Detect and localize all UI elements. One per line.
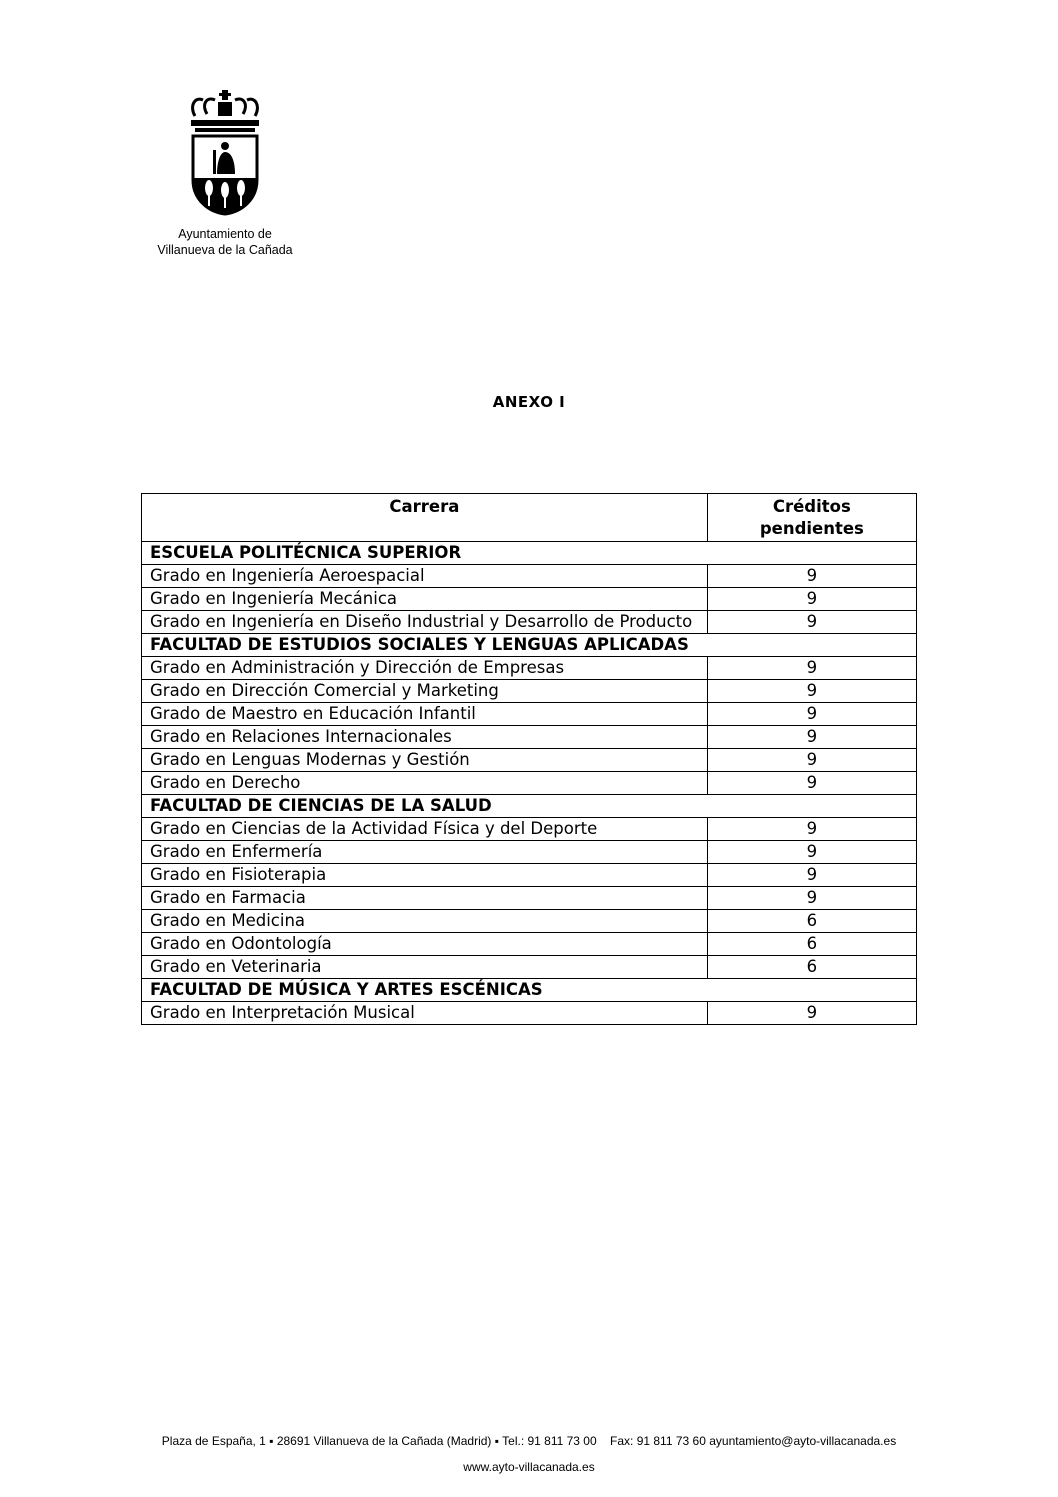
table-row bbox=[142, 910, 917, 933]
creditos-cell: 6 bbox=[707, 956, 916, 979]
footer-line1 bbox=[0, 1428, 1058, 1454]
page-footer bbox=[0, 1428, 1058, 1480]
creditos-cell: 9 bbox=[707, 565, 916, 588]
organization-name-line1: Ayuntamiento de bbox=[178, 227, 272, 241]
footer-tel: Tel.: 91 811 73 00 bbox=[502, 1434, 597, 1448]
section-title: FACULTAD DE ESTUDIOS SOCIALES Y LENGUAS APLICADAS bbox=[142, 634, 917, 657]
column-header-carrera: Carrera bbox=[142, 494, 708, 542]
carrera-cell: Grado en Enfermería bbox=[142, 841, 708, 864]
creditos-cell: 9 bbox=[707, 1002, 916, 1025]
document-title: ANEXO I bbox=[492, 393, 566, 411]
carrera-cell: Grado en Relaciones Internacionales bbox=[142, 726, 708, 749]
creditos-cell: 9 bbox=[707, 611, 916, 634]
section-row bbox=[142, 542, 917, 565]
creditos-cell: 9 bbox=[707, 772, 916, 795]
table-row bbox=[142, 818, 917, 841]
creditos-cell: 9 bbox=[707, 588, 916, 611]
table-body bbox=[142, 542, 917, 1025]
creditos-cell: 9 bbox=[707, 680, 916, 703]
section-row bbox=[142, 979, 917, 1002]
section-title: FACULTAD DE CIENCIAS DE LA SALUD bbox=[142, 795, 917, 818]
table-row bbox=[142, 703, 917, 726]
creditos-cell: 9 bbox=[707, 726, 916, 749]
organization-name-line2: Villanueva de la Cañada bbox=[157, 243, 293, 257]
carrera-cell: Grado en Farmacia bbox=[142, 887, 708, 910]
carrera-cell: Grado en Ingeniería Aeroespacial bbox=[142, 565, 708, 588]
carrera-cell: Grado en Medicina bbox=[142, 910, 708, 933]
carrera-cell: Grado en Dirección Comercial y Marketing bbox=[142, 680, 708, 703]
annex-table bbox=[141, 493, 917, 1025]
footer-web: www.ayto-villacanada.es bbox=[463, 1460, 595, 1474]
table-header-row bbox=[142, 494, 917, 542]
coat-of-arms-icon bbox=[185, 88, 265, 216]
carrera-cell: Grado en Ingeniería en Diseño Industrial y Desarrollo de Producto bbox=[142, 611, 708, 634]
footer-line2 bbox=[0, 1454, 1058, 1480]
carrera-cell: Grado en Derecho bbox=[142, 772, 708, 795]
table-row bbox=[142, 956, 917, 979]
creditos-cell: 9 bbox=[707, 864, 916, 887]
table-row bbox=[142, 841, 917, 864]
table-row bbox=[142, 611, 917, 634]
table-row bbox=[142, 1002, 917, 1025]
table-row bbox=[142, 933, 917, 956]
footer-email: ayuntamiento@ayto-villacanada.es bbox=[709, 1434, 897, 1448]
table-row bbox=[142, 864, 917, 887]
creditos-cell: 6 bbox=[707, 933, 916, 956]
carrera-cell: Grado en Fisioterapia bbox=[142, 864, 708, 887]
header-logo-block bbox=[150, 88, 300, 258]
section-title: FACULTAD DE MÚSICA Y ARTES ESCÉNICAS bbox=[142, 979, 917, 1002]
carrera-cell: Grado en Lenguas Modernas y Gestión bbox=[142, 749, 708, 772]
table-row bbox=[142, 588, 917, 611]
creditos-cell: 9 bbox=[707, 703, 916, 726]
column-header-creditos: Créditos pendientes bbox=[707, 494, 916, 542]
creditos-cell: 6 bbox=[707, 910, 916, 933]
table-row bbox=[142, 749, 917, 772]
section-title: ESCUELA POLITÉCNICA SUPERIOR bbox=[142, 542, 917, 565]
footer-separator: ▪ bbox=[494, 1434, 500, 1448]
creditos-cell: 9 bbox=[707, 818, 916, 841]
footer-city: 28691 Villanueva de la Cañada (Madrid) bbox=[276, 1434, 492, 1448]
section-row bbox=[142, 634, 917, 657]
carrera-cell: Grado en Veterinaria bbox=[142, 956, 708, 979]
carrera-cell: Grado en Ciencias de la Actividad Física y del Deporte bbox=[142, 818, 708, 841]
table-row bbox=[142, 887, 917, 910]
carrera-cell: Grado de Maestro en Educación Infantil bbox=[142, 703, 708, 726]
table-row bbox=[142, 680, 917, 703]
section-row bbox=[142, 795, 917, 818]
footer-address: Plaza de España, 1 bbox=[161, 1434, 266, 1448]
carrera-cell: Grado en Interpretación Musical bbox=[142, 1002, 708, 1025]
footer-fax: Fax: 91 811 73 60 bbox=[610, 1434, 706, 1448]
carrera-cell: Grado en Ingeniería Mecánica bbox=[142, 588, 708, 611]
organization-name bbox=[150, 226, 300, 258]
creditos-cell: 9 bbox=[707, 887, 916, 910]
table-row bbox=[142, 726, 917, 749]
creditos-cell: 9 bbox=[707, 657, 916, 680]
creditos-cell: 9 bbox=[707, 749, 916, 772]
table-row bbox=[142, 772, 917, 795]
table-row bbox=[142, 657, 917, 680]
table-row bbox=[142, 565, 917, 588]
carrera-cell: Grado en Administración y Dirección de Empresas bbox=[142, 657, 708, 680]
footer-separator: ▪ bbox=[269, 1434, 274, 1448]
carrera-cell: Grado en Odontología bbox=[142, 933, 708, 956]
creditos-cell: 9 bbox=[707, 841, 916, 864]
